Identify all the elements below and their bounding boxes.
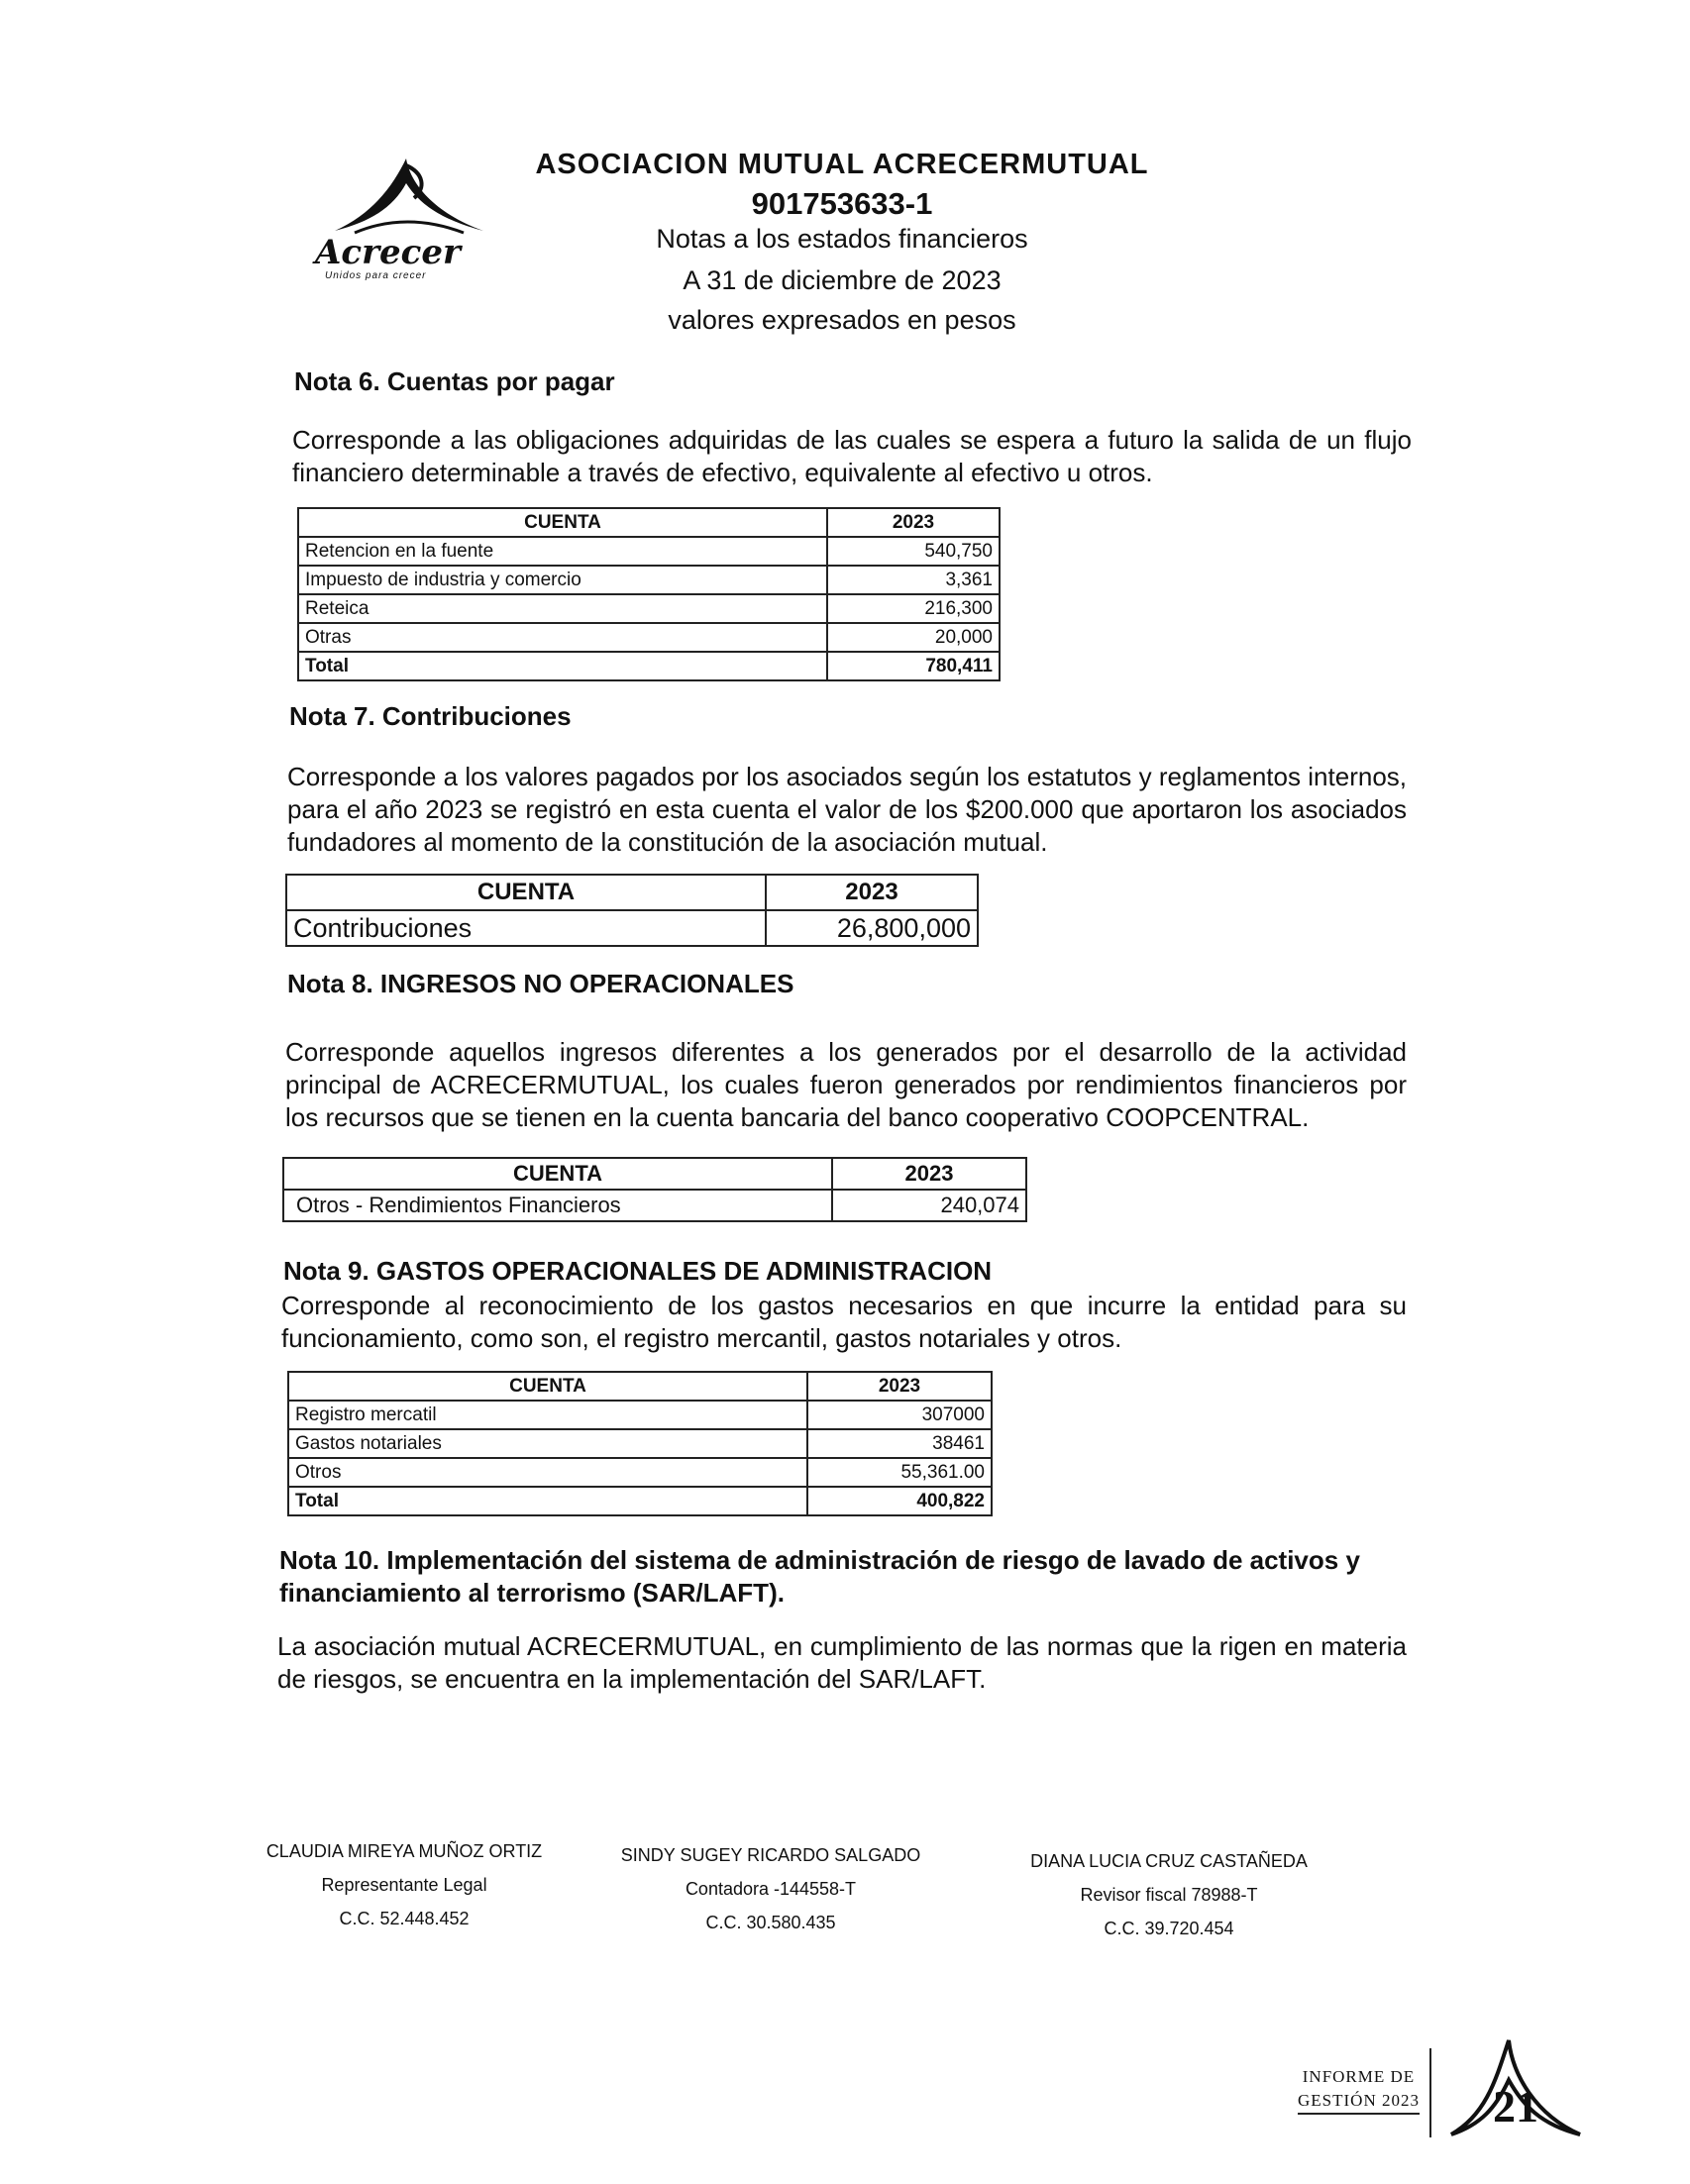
account-cell: Gastos notariales — [288, 1429, 807, 1458]
acrecer-logo — [315, 154, 493, 287]
table-header-row — [298, 508, 1000, 537]
table-row — [298, 594, 1000, 623]
footer-line1: INFORME DE — [1302, 2067, 1416, 2086]
total-value: 400,822 — [807, 1487, 992, 1515]
org-name: ASOCIACION MUTUAL ACRECERMUTUAL — [535, 149, 1149, 180]
total-value: 780,411 — [827, 652, 1000, 680]
signer-role: Revisor fiscal 78988-T — [1080, 1885, 1258, 1905]
nota6-title: Nota 6. Cuentas por pagar — [294, 366, 615, 396]
col-year: 2023 — [827, 508, 1000, 537]
footer-line2: GESTIÓN 2023 — [1298, 2089, 1420, 2115]
signer-name: CLAUDIA MIREYA MUÑOZ ORTIZ — [265, 1841, 543, 1861]
signature-fiscal-reviewer — [991, 1844, 1347, 1945]
signer-role: Contadora -144558-T — [685, 1879, 857, 1899]
footer-logo-icon — [1441, 2030, 1590, 2149]
org-nit: 901753633-1 — [751, 186, 933, 221]
col-account: CUENTA — [286, 875, 766, 910]
nota10-body: La asociación mutual ACRECERMUTUAL, en cumplimiento de las normas que la rigen en materia de riesgos, se encuentra en la implementación del SAR/LAFT. — [277, 1631, 1407, 1694]
subtitle-date: A 31 de diciembre de 2023 — [683, 265, 1002, 295]
logo-tagline: Unidos para crecer — [325, 270, 427, 281]
subtitle-notes: Notas a los estados financieros — [656, 224, 1028, 254]
signer-id: C.C. 52.448.452 — [339, 1909, 470, 1928]
account-cell: Retencion en la fuente — [298, 537, 827, 566]
table-row — [288, 1458, 992, 1487]
logo-mountain-icon — [315, 154, 493, 243]
value-cell: 540,750 — [827, 537, 1000, 566]
nota6-body: Corresponde a las obligaciones adquiridas de las cuales se espera a futuro la salida de un flujo financiero determinable a través de efectivo, equivalente al efectivo u otros. — [292, 425, 1412, 487]
table-row — [283, 1190, 1026, 1221]
value-cell: 38461 — [807, 1429, 992, 1458]
table-total-row — [298, 652, 1000, 680]
value-cell: 216,300 — [827, 594, 1000, 623]
table-total-row — [288, 1487, 992, 1515]
nota6-table — [297, 507, 1001, 681]
account-cell: Contribuciones — [286, 910, 766, 946]
value-cell: 3,361 — [827, 566, 1000, 594]
col-year: 2023 — [832, 1158, 1026, 1190]
signer-role: Representante Legal — [321, 1875, 487, 1895]
nota10-title-line1: Nota 10. Implementación del sistema de administración de riesgo de lavado de activos y — [279, 1545, 1360, 1575]
signature-accountant — [592, 1838, 949, 1939]
value-cell: 26,800,000 — [766, 910, 978, 946]
signer-id: C.C. 39.720.454 — [1104, 1919, 1234, 1938]
nota10-title-line2: financiamiento al terrorismo (SAR/LAFT). — [279, 1578, 785, 1608]
nota9-body: Corresponde al reconocimiento de los gastos necesarios en que incurre la entidad para su funcionamiento, como son, el registro mercantil, gastos notariales y otros. — [281, 1291, 1407, 1353]
col-account: CUENTA — [288, 1372, 807, 1401]
account-cell: Impuesto de industria y comercio — [298, 566, 827, 594]
value-cell: 55,361.00 — [807, 1458, 992, 1487]
nota7-body: Corresponde a los valores pagados por los asociados según los estatutos y reglamentos internos, para el año 2023 se registró en esta cuenta el valor de los $200.000 que aportaron los asociados fundadores al momento de la constitución de la asociación mutual. — [287, 762, 1407, 857]
nota8-body: Corresponde aquellos ingresos diferentes a los generados por el desarrollo de la actividad principal de ACRECERMUTUAL, los cuales fueron generados por rendimientos financieros por los recursos que se tienen en la cuenta bancaria del banco cooperativo COOPCENTRAL. — [285, 1037, 1407, 1132]
col-year: 2023 — [807, 1372, 992, 1401]
nota8-table — [282, 1157, 1027, 1222]
signer-name: SINDY SUGEY RICARDO SALGADO — [620, 1845, 921, 1865]
value-cell: 20,000 — [827, 623, 1000, 652]
account-cell: Otros - Rendimientos Financieros — [283, 1190, 832, 1221]
nota7-table — [285, 874, 979, 947]
table-row — [288, 1429, 992, 1458]
table-header-row — [283, 1158, 1026, 1190]
value-cell: 240,074 — [832, 1190, 1026, 1221]
col-year: 2023 — [766, 875, 978, 910]
account-cell: Registro mercatil — [288, 1401, 807, 1429]
signer-name: DIANA LUCIA CRUZ CASTAÑEDA — [1030, 1851, 1308, 1871]
account-cell: Otros — [288, 1458, 807, 1487]
value-cell: 307000 — [807, 1401, 992, 1429]
table-row — [298, 566, 1000, 594]
total-label: Total — [298, 652, 827, 680]
signature-legal-rep — [226, 1834, 582, 1935]
table-row — [288, 1401, 992, 1429]
table-row — [298, 623, 1000, 652]
table-header-row — [286, 875, 978, 910]
table-row — [286, 910, 978, 946]
total-label: Total — [288, 1487, 807, 1515]
col-account: CUENTA — [298, 508, 827, 537]
col-account: CUENTA — [283, 1158, 832, 1190]
logo-wordmark: Acrecer — [315, 233, 461, 272]
account-cell: Otras — [298, 623, 827, 652]
svg-text:21: 21 — [1493, 2081, 1538, 2132]
table-row — [298, 537, 1000, 566]
footer-divider — [1429, 2048, 1431, 2137]
account-cell: Reteica — [298, 594, 827, 623]
subtitle-currency: valores expresados en pesos — [668, 305, 1016, 335]
footer-report-label — [1298, 2065, 1420, 2115]
nota8-title: Nota 8. INGRESOS NO OPERACIONALES — [287, 969, 794, 998]
table-header-row — [288, 1372, 992, 1401]
nota9-table — [287, 1371, 993, 1516]
nota7-title: Nota 7. Contribuciones — [289, 701, 572, 731]
signer-id: C.C. 30.580.435 — [705, 1913, 836, 1932]
nota9-title: Nota 9. GASTOS OPERACIONALES DE ADMINISTRACION — [283, 1256, 993, 1286]
